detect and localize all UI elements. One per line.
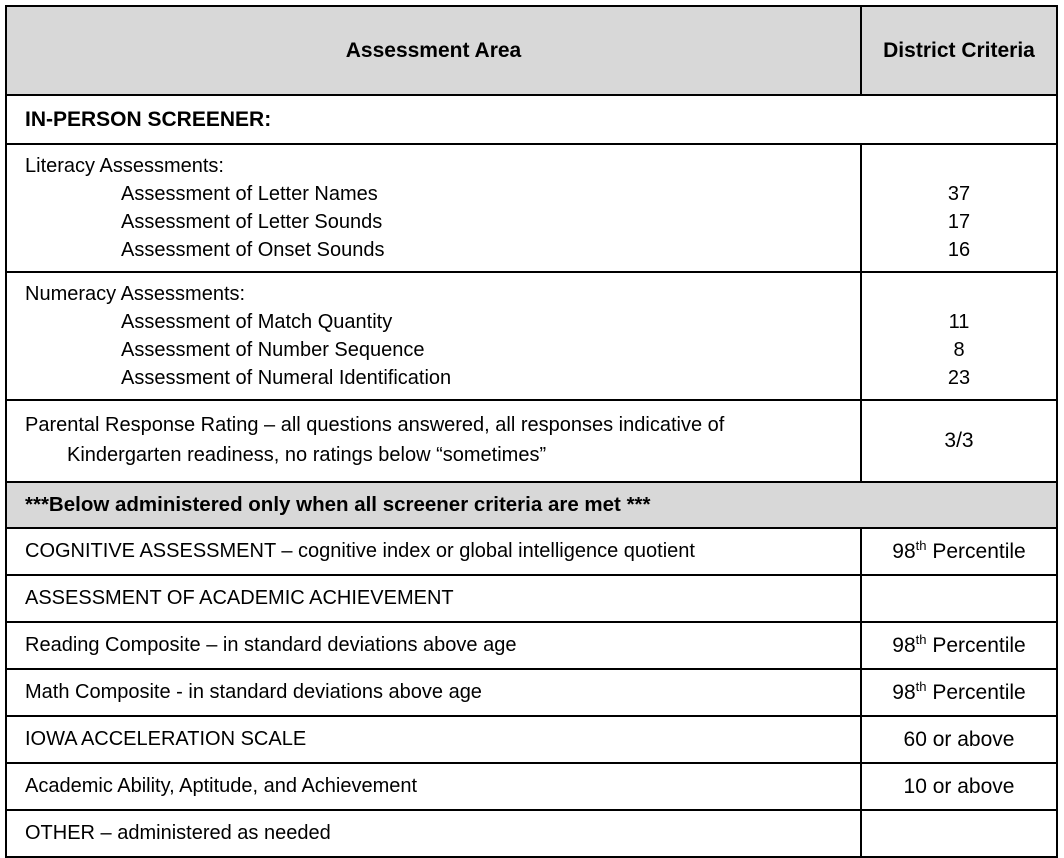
literacy-assessment-labels bbox=[6, 144, 861, 272]
table-row-banner bbox=[6, 482, 1057, 528]
parental-response-line-1: Parental Response Rating – all questions answered, all responses indicative of bbox=[25, 414, 725, 436]
row-value-reading-composite bbox=[861, 622, 1057, 669]
group-title-numeracy: Numeracy Assessments: bbox=[25, 283, 246, 305]
value-number: 98 bbox=[892, 680, 916, 704]
row-label-math-composite: Math Composite - in standard deviations above age bbox=[6, 669, 861, 716]
value-text: Percentile bbox=[926, 680, 1026, 704]
value-text: Percentile bbox=[926, 633, 1026, 657]
value-ordinal-suffix: th bbox=[915, 537, 927, 553]
row-value-academic-achievement bbox=[861, 575, 1057, 622]
value-text: 60 or above bbox=[903, 727, 1015, 751]
value-number: 98 bbox=[892, 633, 916, 657]
value-ordinal-suffix: th bbox=[915, 631, 927, 647]
row-value-iowa-acceleration-scale bbox=[861, 716, 1057, 763]
district-criteria-table bbox=[5, 5, 1058, 858]
group-item-value-number-sequence: 8 bbox=[953, 339, 965, 361]
numeracy-assessment-labels bbox=[6, 272, 861, 400]
row-label-cognitive-assessment: COGNITIVE ASSESSMENT – cognitive index or global intelligence quotient bbox=[6, 528, 861, 575]
group-item-label-onset-sounds: Assessment of Onset Sounds bbox=[121, 239, 385, 261]
group-item-value-onset-sounds: 16 bbox=[947, 239, 971, 261]
group-item-value-numeral-identification: 23 bbox=[947, 367, 971, 389]
group-item-label-match-quantity: Assessment of Match Quantity bbox=[121, 311, 393, 333]
table-row-other bbox=[6, 810, 1057, 857]
table-row-iowa-acceleration-scale bbox=[6, 716, 1057, 763]
column-header-district-criteria: District Criteria bbox=[861, 6, 1057, 95]
value-ordinal-suffix: th bbox=[915, 678, 927, 694]
group-item-label-numeral-identification: Assessment of Numeral Identification bbox=[121, 367, 452, 389]
table-row-numeracy-assessments bbox=[6, 272, 1057, 400]
parental-response-rating-label bbox=[6, 400, 861, 482]
row-value-academic-ability bbox=[861, 763, 1057, 810]
group-item-value-letter-sounds: 17 bbox=[947, 211, 971, 233]
table-header-row bbox=[6, 6, 1057, 95]
group-item-label-letter-names: Assessment of Letter Names bbox=[121, 183, 378, 205]
table-row-reading-composite bbox=[6, 622, 1057, 669]
parental-response-rating-value: 3/3 bbox=[861, 400, 1057, 482]
table-row-cognitive-assessment bbox=[6, 528, 1057, 575]
value-text: 10 or above bbox=[903, 774, 1015, 798]
banner-note-below-administered: ***Below administered only when all screener criteria are met *** bbox=[6, 482, 1057, 528]
section-title-row bbox=[6, 95, 1057, 144]
column-header-assessment-area: Assessment Area bbox=[6, 6, 861, 95]
table-row-math-composite bbox=[6, 669, 1057, 716]
row-label-iowa-acceleration-scale: IOWA ACCELERATION SCALE bbox=[6, 716, 861, 763]
row-value-math-composite bbox=[861, 669, 1057, 716]
value-text: Percentile bbox=[926, 539, 1026, 563]
row-label-other: OTHER – administered as needed bbox=[6, 810, 861, 857]
value-number: 98 bbox=[892, 539, 916, 563]
section-title-in-person-screener: IN-PERSON SCREENER: bbox=[6, 95, 1057, 144]
row-label-reading-composite: Reading Composite – in standard deviations above age bbox=[6, 622, 861, 669]
row-label-academic-achievement: ASSESSMENT OF ACADEMIC ACHIEVEMENT bbox=[6, 575, 861, 622]
table-row-parental-response-rating bbox=[6, 400, 1057, 482]
row-value-cognitive-assessment bbox=[861, 528, 1057, 575]
literacy-assessment-values bbox=[861, 144, 1057, 272]
group-item-label-number-sequence: Assessment of Number Sequence bbox=[121, 339, 425, 361]
table-row-academic-ability bbox=[6, 763, 1057, 810]
table-row-literacy-assessments bbox=[6, 144, 1057, 272]
table-row-academic-achievement bbox=[6, 575, 1057, 622]
row-label-academic-ability: Academic Ability, Aptitude, and Achievement bbox=[6, 763, 861, 810]
group-item-label-letter-sounds: Assessment of Letter Sounds bbox=[121, 211, 383, 233]
group-title-literacy: Literacy Assessments: bbox=[25, 155, 224, 177]
group-item-value-match-quantity: 11 bbox=[948, 311, 970, 333]
parental-response-line-2: Kindergarten readiness, no ratings below “sometimes” bbox=[67, 444, 547, 466]
numeracy-assessment-values bbox=[861, 272, 1057, 400]
group-item-value-letter-names: 37 bbox=[947, 183, 971, 205]
row-value-other bbox=[861, 810, 1057, 857]
